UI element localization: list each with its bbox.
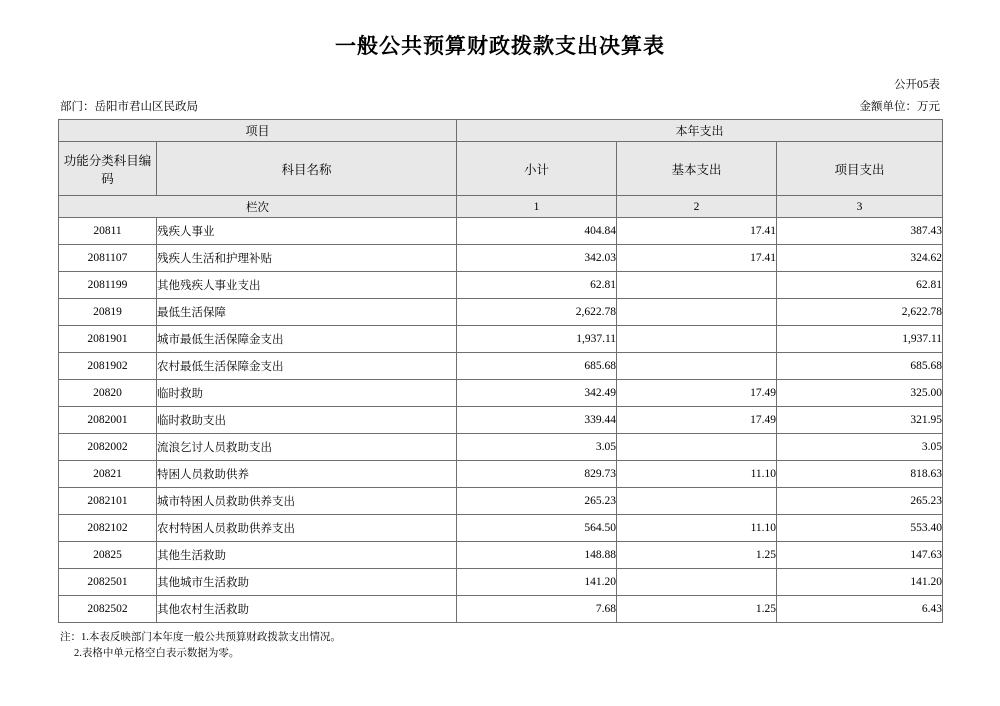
cell-name: 最低生活保障 — [157, 299, 457, 326]
cell-subtotal: 1,937.11 — [457, 326, 617, 353]
table-notes — [58, 630, 942, 663]
cell-code: 2081107 — [59, 245, 157, 272]
table-row — [59, 461, 943, 488]
table-row — [59, 326, 943, 353]
cell-name: 农村特困人员救助供养支出 — [157, 515, 457, 542]
cell-project: 325.00 — [777, 380, 943, 407]
cell-subtotal: 7.68 — [457, 596, 617, 623]
table-row — [59, 515, 943, 542]
cell-name: 残疾人事业 — [157, 218, 457, 245]
cell-code: 20820 — [59, 380, 157, 407]
cell-project: 6.43 — [777, 596, 943, 623]
cell-name: 城市特困人员救助供养支出 — [157, 488, 457, 515]
cell-project: 2,622.78 — [777, 299, 943, 326]
cell-name: 临时救助 — [157, 380, 457, 407]
cell-project: 685.68 — [777, 353, 943, 380]
cell-code: 20821 — [59, 461, 157, 488]
cell-subtotal: 2,622.78 — [457, 299, 617, 326]
table-row — [59, 353, 943, 380]
cell-basic — [617, 326, 777, 353]
header-col-subtotal: 小计 — [457, 142, 617, 196]
cell-name: 临时救助支出 — [157, 407, 457, 434]
cell-subtotal: 3.05 — [457, 434, 617, 461]
cell-name: 其他残疾人事业支出 — [157, 272, 457, 299]
header-col-code: 功能分类科目编码 — [59, 142, 157, 196]
cell-subtotal: 342.49 — [457, 380, 617, 407]
table-row — [59, 542, 943, 569]
table-row — [59, 488, 943, 515]
cell-basic — [617, 353, 777, 380]
cell-name: 城市最低生活保障金支出 — [157, 326, 457, 353]
department-label: 部门：岳阳市君山区民政局 — [60, 101, 198, 113]
cell-basic: 1.25 — [617, 542, 777, 569]
cell-code: 2081199 — [59, 272, 157, 299]
header-col-name: 科目名称 — [157, 142, 457, 196]
cell-subtotal: 265.23 — [457, 488, 617, 515]
cell-subtotal: 342.03 — [457, 245, 617, 272]
cell-name: 其他生活救助 — [157, 542, 457, 569]
cell-project: 3.05 — [777, 434, 943, 461]
cell-code: 2082001 — [59, 407, 157, 434]
cell-subtotal: 564.50 — [457, 515, 617, 542]
sheet-code-label: 公开05表 — [894, 79, 940, 91]
note-line-2: 2.表格中单元格空白表示数据为零。 — [74, 648, 240, 660]
table-row — [59, 299, 943, 326]
table-body — [59, 218, 943, 623]
cell-code: 2081901 — [59, 326, 157, 353]
cell-name: 流浪乞讨人员救助支出 — [157, 434, 457, 461]
currency-unit-label: 金额单位：万元 — [859, 101, 940, 113]
cell-basic: 11.10 — [617, 515, 777, 542]
cell-code: 2082002 — [59, 434, 157, 461]
cell-project: 553.40 — [777, 515, 943, 542]
cell-code: 2082101 — [59, 488, 157, 515]
cell-project: 147.63 — [777, 542, 943, 569]
cell-basic — [617, 272, 777, 299]
header-group-current-year: 本年支出 — [457, 120, 943, 142]
table-row — [59, 218, 943, 245]
table-row — [59, 245, 943, 272]
table-row — [59, 407, 943, 434]
header-group-project: 项目 — [59, 120, 457, 142]
page-title: 一般公共预算财政拨款支出决算表 — [335, 35, 665, 58]
cell-name: 其他城市生活救助 — [157, 569, 457, 596]
cell-subtotal: 829.73 — [457, 461, 617, 488]
cell-project: 141.20 — [777, 569, 943, 596]
cell-subtotal: 404.84 — [457, 218, 617, 245]
budget-table — [58, 119, 943, 623]
cell-basic: 17.41 — [617, 245, 777, 272]
cell-project: 324.62 — [777, 245, 943, 272]
cell-subtotal: 141.20 — [457, 569, 617, 596]
cell-basic — [617, 299, 777, 326]
table-row — [59, 569, 943, 596]
cell-code: 20819 — [59, 299, 157, 326]
cell-subtotal: 62.81 — [457, 272, 617, 299]
cell-name: 其他农村生活救助 — [157, 596, 457, 623]
header-col-basic: 基本支出 — [617, 142, 777, 196]
cell-basic — [617, 488, 777, 515]
cell-subtotal: 339.44 — [457, 407, 617, 434]
header-rank-label: 栏次 — [59, 196, 457, 218]
cell-project: 62.81 — [777, 272, 943, 299]
meta-row — [58, 98, 942, 114]
cell-code: 20825 — [59, 542, 157, 569]
table-row — [59, 434, 943, 461]
cell-name: 残疾人生活和护理补贴 — [157, 245, 457, 272]
cell-name: 农村最低生活保障金支出 — [157, 353, 457, 380]
cell-subtotal: 148.88 — [457, 542, 617, 569]
header-rank-2: 2 — [617, 196, 777, 218]
cell-code: 2082501 — [59, 569, 157, 596]
cell-project: 818.63 — [777, 461, 943, 488]
cell-code: 2082102 — [59, 515, 157, 542]
cell-project: 387.43 — [777, 218, 943, 245]
cell-basic — [617, 434, 777, 461]
cell-basic: 1.25 — [617, 596, 777, 623]
cell-code: 2081902 — [59, 353, 157, 380]
cell-project: 1,937.11 — [777, 326, 943, 353]
header-rank-3: 3 — [777, 196, 943, 218]
header-rank-1: 1 — [457, 196, 617, 218]
cell-project: 265.23 — [777, 488, 943, 515]
table-row — [59, 380, 943, 407]
cell-basic: 17.49 — [617, 380, 777, 407]
cell-basic: 17.49 — [617, 407, 777, 434]
cell-subtotal: 685.68 — [457, 353, 617, 380]
note-line-1: 注：1.本表反映部门本年度一般公共预算财政拨款支出情况。 — [60, 632, 341, 643]
cell-basic: 11.10 — [617, 461, 777, 488]
header-col-project: 项目支出 — [777, 142, 943, 196]
cell-name: 特困人员救助供养 — [157, 461, 457, 488]
cell-basic: 17.41 — [617, 218, 777, 245]
table-row — [59, 272, 943, 299]
cell-code: 20811 — [59, 218, 157, 245]
cell-code: 2082502 — [59, 596, 157, 623]
cell-basic — [617, 569, 777, 596]
table-row — [59, 596, 943, 623]
table-header — [59, 120, 943, 218]
cell-project: 321.95 — [777, 407, 943, 434]
